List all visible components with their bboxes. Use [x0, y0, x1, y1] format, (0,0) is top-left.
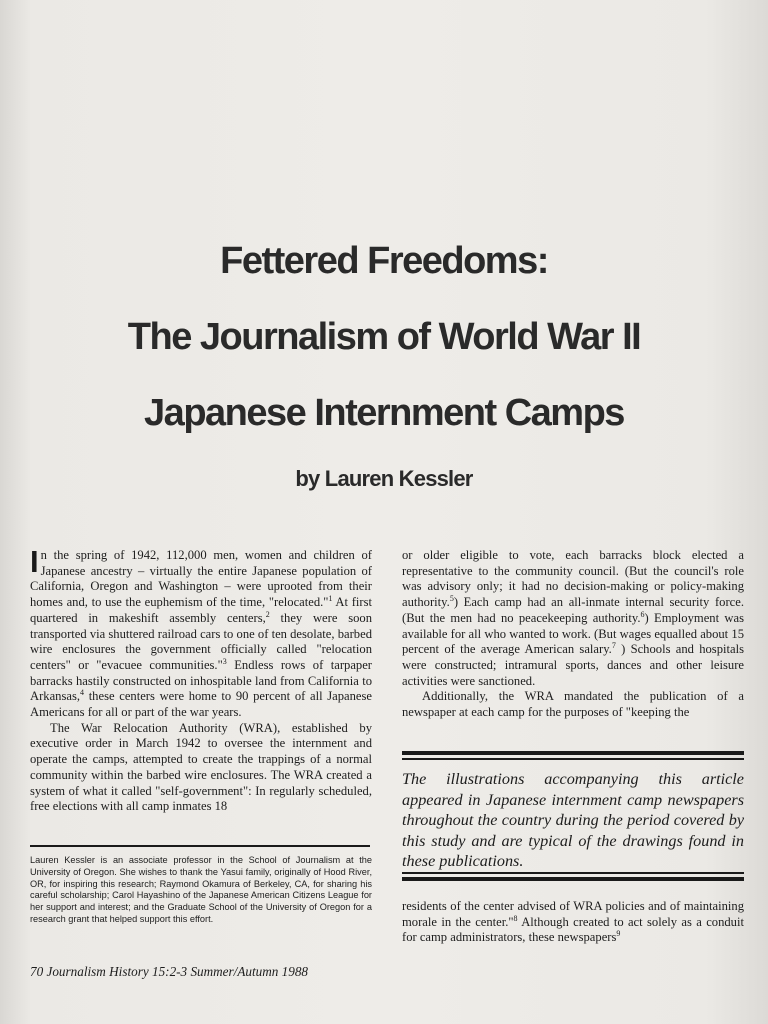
page-footer: 70 Journalism History 15:2-3 Summer/Autumn 1988: [30, 964, 309, 979]
right-column-bottom: [402, 899, 744, 946]
illustration-caption: The illustrations accompanying this article appeared in Japanese internment camp newspapers throughout the country during the period covered by this study and are typical of the drawings found in these publications.: [402, 770, 744, 870]
caption-rule-top: [402, 751, 744, 760]
body-paragraph: In the spring of 1942, 112,000 men, women and children of Japanese ancestry – virtually the entire Japanese population of California, Oregon and Washington – were uprooted from their homes and, to use the euphemism of the time, "relocated."$^1$ At first quartered in makeshift assembly centers,$^2$ they were soon transported via shuttered railroad cars to one of ten desolate, barbed wire enclosures the government officially called "relocation centers" or "evacuee communities."$^3$ Endless rows of tarpaper barracks hastily constructed on inhospitable land from California to Arkansas,$^4$ these centers were home to 90 percent of all Japanese Americans for all or part of the war years.: [30, 544, 373, 720]
footnote-ref: 3: [222, 656, 227, 666]
body-paragraph: or older eligible to vote, each barracks block elected a representative to the community council. (But the council's role was advisory only; it had no decision-making or policy-making authority.$^5$) Each camp had an all-inmate internal security force. (But the men had no peacekeeping authority.$^6$) Employment was available for all who wanted to work. (But wages equalled about 15 percent of the average American salary.$^7$ ) Schools and hospitals were constructed; intramural sports, dances and other leisure activities were sanctioned.: [402, 548, 744, 688]
article-byline: by Lauren Kessler: [295, 466, 473, 491]
footnote-ref: 5: [449, 593, 454, 603]
author-footnote: Lauren Kessler is an associate professor in the School of Journalism at the University of Oregon. She wishes to thank the Yasui family, originally of Hood River, OR, for inspiring this research; Raymond Okamura of Berkeley, CA, for sharing his careful scholarship; Carol Hayashino of the Japanese American Citizens League for her support and interest; and the Graduate School of the University of Oregon for a research grant that helped support this effort.: [30, 855, 372, 924]
caption-rule-bottom: [402, 872, 744, 881]
body-paragraph: residents of the center advised of WRA policies and of maintaining morale in the center."$^8$ Although created to act solely as a conduit for camp administrators, these newspapers$^9$: [402, 899, 744, 945]
article-title-line-2: The Journalism of World War II: [127, 316, 641, 358]
footnote-ref: 8: [513, 913, 518, 923]
body-paragraph: The War Relocation Authority (WRA), established by executive order in March 1942 to oversee the internment and operate the camps, attempted to create the trappings of a normal community within the barbed wire enclosures. The WRA created a system of what it called "self-government": In regularly scheduled, free elections with all camp inmates 18: [30, 720, 372, 814]
footnote-ref: 7: [611, 641, 616, 651]
footnote-ref: 4: [80, 688, 85, 698]
footnote-ref: 6: [640, 609, 645, 619]
footnote-divider: [30, 845, 370, 847]
drop-cap: I: [30, 544, 39, 579]
right-column-top: [402, 548, 744, 721]
body-paragraph: Additionally, the WRA mandated the publication of a newspaper at each camp for the purposes of "keeping the: [402, 689, 744, 720]
left-column: [30, 544, 373, 815]
article-title-line-1: Fettered Freedoms:: [220, 240, 548, 282]
footnote-ref: 1: [328, 593, 333, 603]
footnote-ref: 2: [265, 609, 270, 619]
article-title-line-3: Japanese Internment Camps: [144, 392, 624, 434]
footnote-ref: 9: [616, 929, 621, 939]
